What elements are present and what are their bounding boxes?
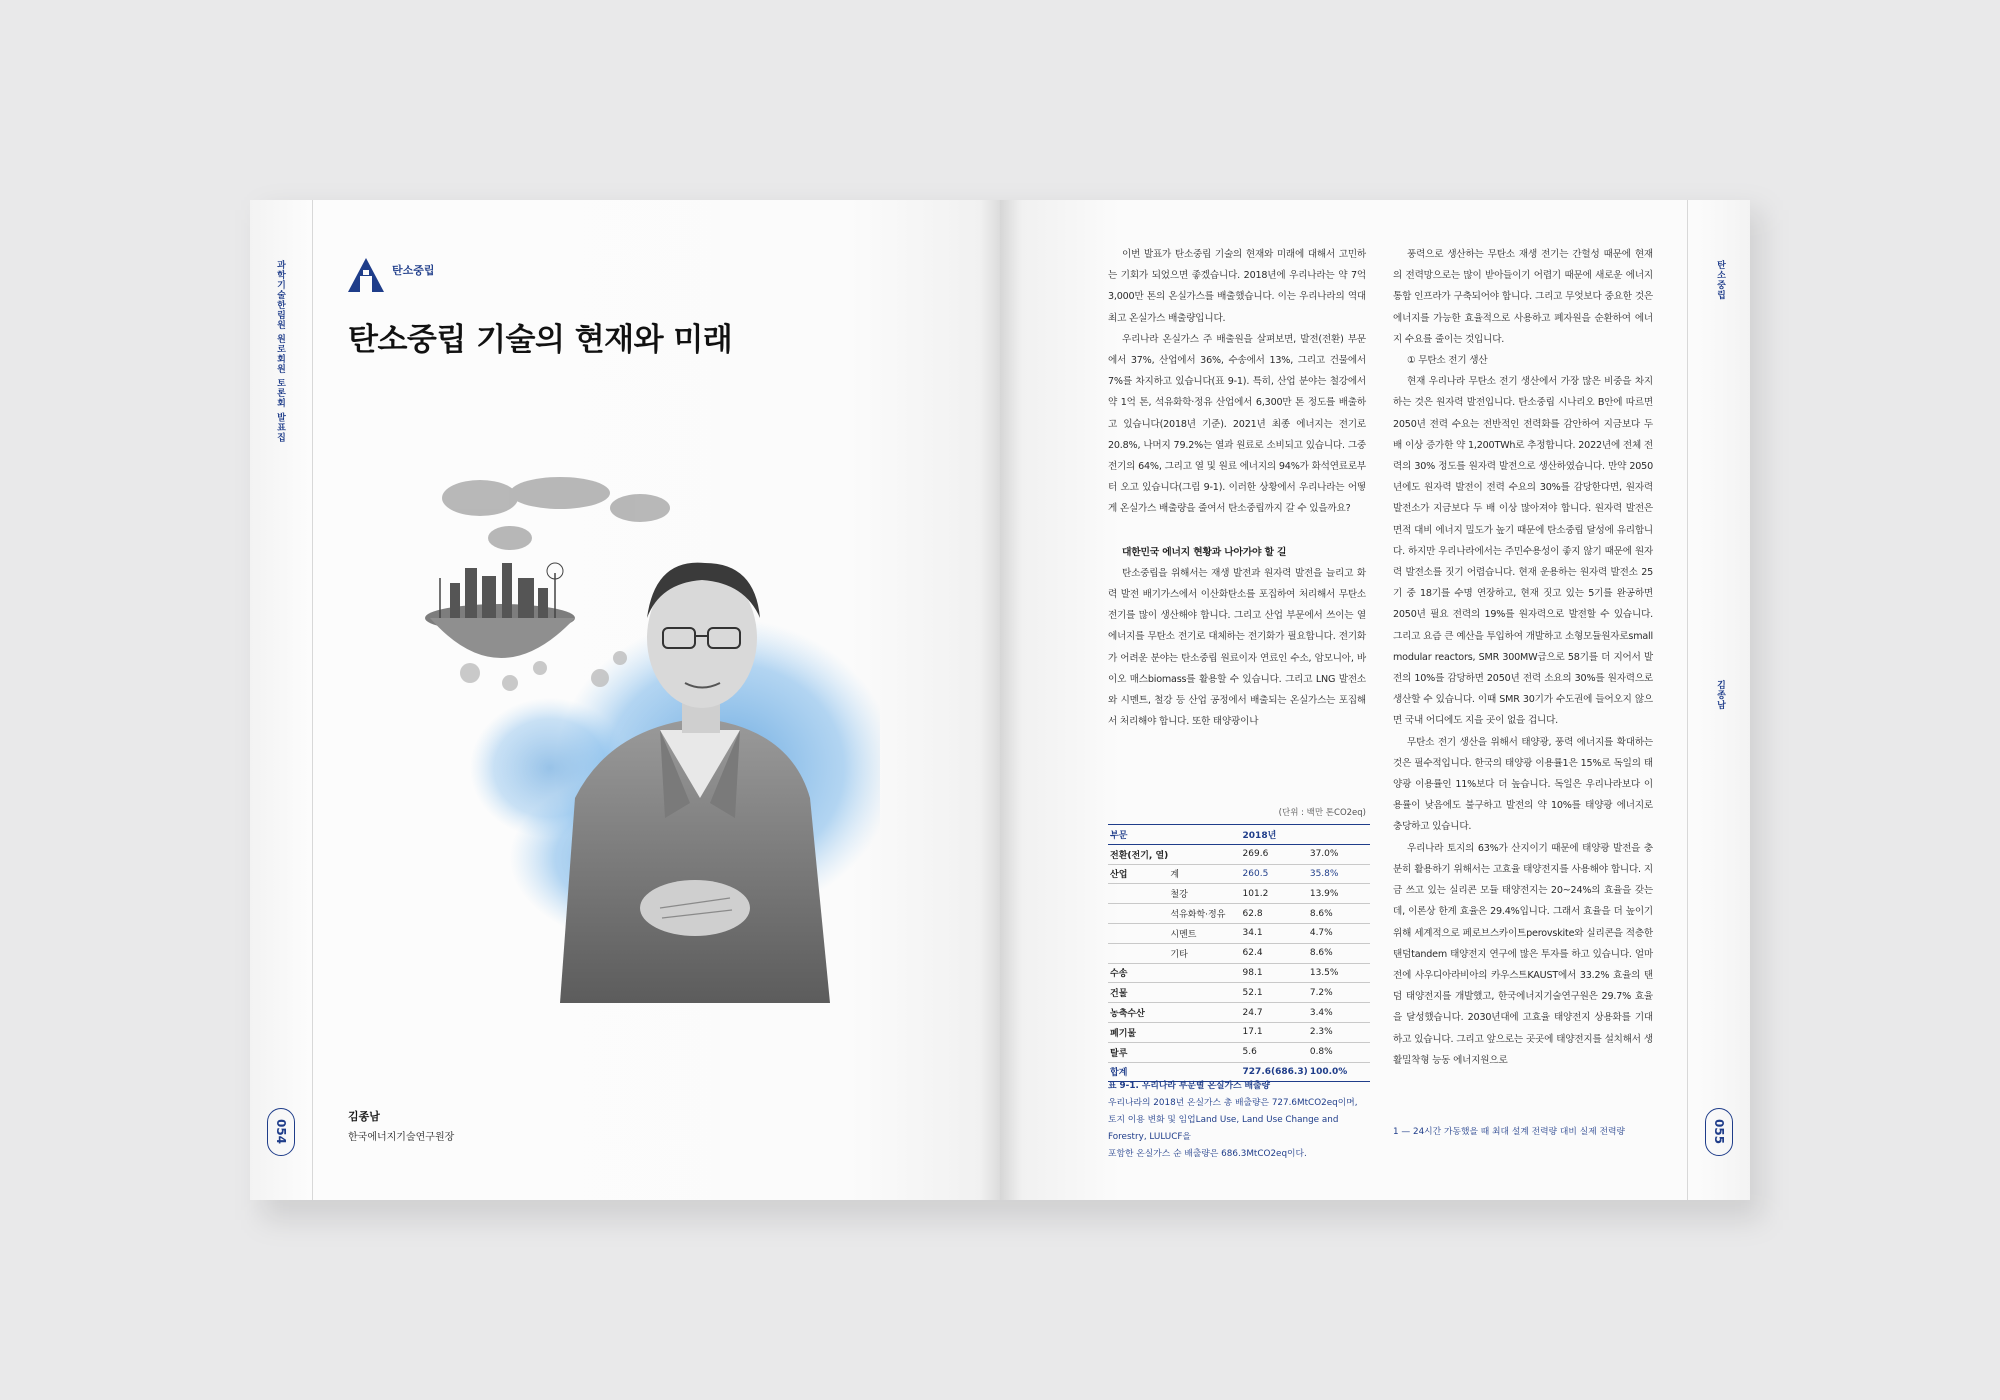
table-row: 폐기물 17.1 2.3%	[1108, 1022, 1370, 1042]
paragraph: 탄소중립을 위해서는 재생 발전과 원자력 발전을 늘리고 화력 발전 배기가스에서 이산화탄소를 포집하여 처리해서 무탄소 전기를 많이 생산해야 합니다. 그리고 산업 부문에서 쓰이는 열 에너지를 무탄소 전기로 대체하는 전기화가 필요합니다. 전기화가 어려운 분야는 탄소중립 원료이자 연료인 수소, 암모니아, 바이오 매스biomass를 활용할 수 있습니다. 그리고 LNG 발전소와 시멘트, 철강 등 산업 공정에서 배출되는 온실가스는 포집해서 처리해야 합니다. 또한 태양광이나	[1108, 567, 1366, 728]
table-caption	[1108, 1078, 1378, 1163]
portrait-illustration	[410, 468, 880, 1003]
caption-line: 우리나라의 2018년 온실가스 총 배출량은 727.6MtCO2eq이며,	[1108, 1098, 1358, 1108]
section-heading: 대한민국 에너지 현황과 나아가야 할 길	[1122, 546, 1287, 558]
table-row: 건물 52.1 7.2%	[1108, 983, 1370, 1003]
emissions-table	[1108, 824, 1370, 1082]
caption-title: 표 9-1. 우리나라 부문별 온실가스 배출량	[1108, 1081, 1271, 1091]
table-row: 산업 계 260.5 35.8%	[1108, 864, 1370, 884]
table-total-row: 합계 727.6(686.3) 100.0%	[1108, 1062, 1370, 1082]
subsection-heading: ① 무탄소 전기 생산	[1407, 355, 1488, 367]
category-label: 탄소중립	[392, 264, 435, 277]
table-row: 기타 62.4 8.6%	[1108, 943, 1370, 963]
right-side-strip	[1687, 200, 1750, 1200]
table-unit: (단위 : 백만 톤CO2eq)	[1278, 808, 1366, 818]
right-author-tag: 김종남	[1715, 680, 1725, 710]
left-page-number: 054	[267, 1108, 295, 1156]
institute-logo-icon	[348, 258, 384, 292]
paragraph: 이번 발표가 탄소중립 기술의 현재와 미래에 대해서 고민하는 기회가 되었으면 좋겠습니다. 2018년에 우리나라는 약 7억 3,000만 톤의 온실가스를 배출했습니다. 이는 우리나라의 역대 최고 온실가스 배출량입니다.	[1108, 249, 1366, 324]
caption-line: 토지 이용 변화 및 임업Land Use, Land Use Change and Forestry, LULUCF을	[1108, 1115, 1339, 1142]
footnote: 1 — 24시간 가동했을 때 최대 설계 전력량 대비 실제 전력량	[1393, 1127, 1626, 1137]
table-row: 시멘트 34.1 4.7%	[1108, 923, 1370, 943]
table-row: 수송 98.1 13.5%	[1108, 963, 1370, 983]
right-running-title: 탄소중립	[1715, 260, 1725, 300]
table-header-row: 부문 2018년	[1108, 825, 1370, 845]
text-column-2	[1393, 244, 1653, 1089]
right-page-number: 055	[1705, 1108, 1733, 1156]
author-role: 한국에너지기술연구원장	[348, 1132, 455, 1143]
left-running-title: 과학기술한림원 원로회원 토론회 발표집	[275, 260, 285, 443]
caption-line: 포함한 온실가스 순 배출량은 686.3MtCO2eq이다.	[1108, 1149, 1307, 1159]
table-row: 전환(전기, 열) 269.6 37.0%	[1108, 844, 1370, 864]
paragraph: 현재 우리나라 무탄소 전기 생산에서 가장 많은 비중을 차지하는 것은 원자력 발전입니다. 탄소중립 시나리오 B안에 따르면 2050년 전력 수요는 전반적인 전력화를 감안하여 지금보다 두 배 이상 증가한 약 1,200TWh로 추정합니다. 2022년에 전체 전력의 30% 정도를 원자력 발전으로 생산하였습니다. 만약 2050년에도 원자력 발전이 전력 수요의 30%를 감당한다면, 원자력 발전소가 지금보다 두 배 이상 많아져야 합니다. 원자력 발전은 면적 대비 에너지 밀도가 높기 때문에 탄소중립 달성에 유리합니다. 하지만 우리나라에서는 주민수용성이 좋지 않기 때문에 원자력 발전소를 짓기 어렵습니다. 현재 운용하는 원자력 발전소 25기 중 18기를 수명 연장하고, 현재 짓고 있는 5기를 완공하면 2050년 필요 전력의 19%를 원자력으로 발전할 수 있습니다. 그리고 요즘 큰 예산을 투입하여 개발하고 소형모듈원자로small modular reactors, SMR 300MW급으로 58기를 더 지어서 발전의 10%를 감당하면 2050년 전력 소요의 30%를 원자력으로 생산할 수 있습니다. 이때 SMR 30기가 수도권에 들어오지 않으면 국내 어디에도 지을 곳이 없을 겁니다.	[1393, 376, 1653, 727]
left-page	[250, 200, 1000, 1200]
article-title: 탄소중립 기술의 현재와 미래	[348, 322, 733, 358]
paragraph: 우리나라 토지의 63%가 산지이기 때문에 태양광 발전을 충분히 활용하기 위해서는 고효율 태양전지를 사용해야 합니다. 지금 쓰고 있는 실리콘 모듈 태양전지는 20~24%의 효율을 갖는데, 이론상 한계 효율은 29.4%입니다. 그래서 효율을 더 높이기 위해 세계적으로 페로브스카이트perovskite와 실리콘을 적층한 탠덤tandem 태양전지 연구에 많은 투자를 하고 있습니다. 얼마 전에 사우디아라비아의 카우스트KAUST에서 33.2% 효율의 탠덤 태양전지를 개발했고, 한국에너지기술연구원은 29.7% 효율을 달성했습니다. 2030년대에 고효율 태양전지 상용화를 기대하고 있습니다. 그리고 앞으로는 곳곳에 태양전지를 설치해서 생활밀착형 능동 에너지원으로	[1393, 842, 1653, 1066]
paragraph: 풍력으로 생산하는 무탄소 재생 전기는 간헐성 때문에 현재의 전력망으로는 많이 받아들이기 어렵기 때문에 새로운 에너지 통합 인프라가 구축되어야 합니다. 그리고 무엇보다 중요한 것은 에너지를 가능한 효율적으로 사용하고 폐자원을 순환하여 에너지 수요를 줄이는 것입니다.	[1393, 249, 1653, 345]
text-column-1	[1108, 244, 1366, 774]
table-row: 농축수산 24.7 3.4%	[1108, 1003, 1370, 1023]
left-side-strip	[250, 200, 313, 1200]
table-row: 탈루 5.6 0.8%	[1108, 1042, 1370, 1062]
table-row: 석유화학·정유 62.8 8.6%	[1108, 904, 1370, 924]
paragraph: 우리나라 온실가스 주 배출원을 살펴보면, 발전(전환) 부문에서 37%, 산업에서 36%, 수송에서 13%, 그리고 건물에서 7%를 차지하고 있습니다(표 9-1). 특히, 산업 분야는 철강에서 약 1억 톤, 석유화학·정유 산업에서 6,300만 톤 정도를 배출하고 있습니다(2018년 기준). 2021년 최종 에너지는 전기로 20.8%, 나머지 79.2%는 열과 원료로 소비되고 있습니다. 그중 전기의 64%, 그리고 열 및 원료 에너지의 94%가 화석연료로부터 오고 있습니다(그림 9-1). 이러한 상황에서 우리나라는 어떻게 온실가스 배출량을 줄여서 탄소중립까지 갈 수 있을까요?	[1108, 333, 1366, 515]
author-name: 김종남	[348, 1110, 380, 1123]
paragraph: 무탄소 전기 생산을 위해서 태양광, 풍력 에너지를 확대하는 것은 필수적입니다. 한국의 태양광 이용률1은 15%로 독일의 태양광 이용률인 11%보다 더 높습니다. 독일은 우리나라보다 이용률이 낮음에도 불구하고 발전의 약 10%를 태양광 에너지로 충당하고 있습니다.	[1393, 736, 1653, 833]
table-row: 철강 101.2 13.9%	[1108, 884, 1370, 904]
